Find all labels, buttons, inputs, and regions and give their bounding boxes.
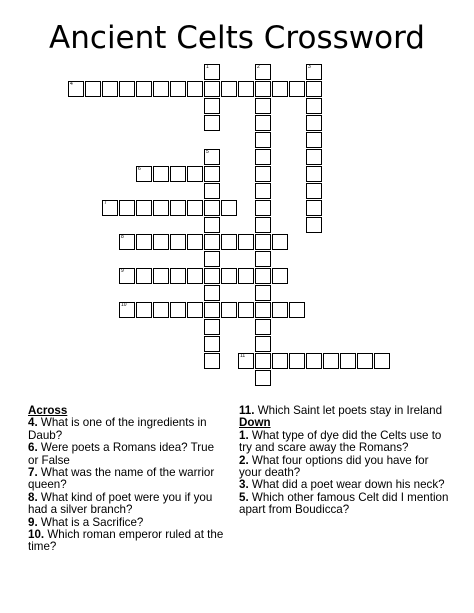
- clue-across-9: 9. What is a Sacrifice?: [28, 515, 144, 529]
- crossword-cell[interactable]: [204, 353, 220, 369]
- clue-number: 3: [308, 64, 311, 70]
- crossword-cell[interactable]: [153, 81, 169, 97]
- clue-number: 10: [121, 302, 127, 308]
- crossword-cell[interactable]: [119, 200, 135, 216]
- clue-across-10: 10. Which roman emperor ruled at the time?: [28, 528, 224, 554]
- crossword-cell[interactable]: [272, 353, 288, 369]
- crossword-cell[interactable]: [136, 302, 152, 318]
- crossword-cell[interactable]: [204, 115, 220, 131]
- crossword-cell[interactable]: [272, 81, 288, 97]
- clue-number: 1: [206, 64, 209, 70]
- crossword-cell[interactable]: [136, 268, 152, 284]
- clue-number: 8: [121, 234, 124, 240]
- crossword-cell[interactable]: [306, 132, 322, 148]
- clue-across-11: 11. Which Saint let poets stay in Ireland: [239, 404, 443, 417]
- crossword-cell[interactable]: [221, 200, 237, 216]
- crossword-cell[interactable]: [119, 268, 135, 284]
- down-heading: Down: [239, 416, 271, 430]
- crossword-cell[interactable]: [255, 132, 271, 148]
- crossword-cell[interactable]: [153, 166, 169, 182]
- crossword-cell[interactable]: [255, 353, 271, 369]
- crossword-cell[interactable]: [306, 98, 322, 114]
- clue-across-6: 6. Were poets a Romans idea? True or False: [28, 441, 215, 467]
- crossword-cell[interactable]: [306, 353, 322, 369]
- crossword-cell[interactable]: [238, 234, 254, 250]
- clue-number: 11: [240, 353, 246, 359]
- clue-down-5: 5. Which other famous Celt did I mention apart from Boudicca?: [239, 490, 449, 517]
- clue-number: 7: [104, 200, 107, 206]
- crossword-cell[interactable]: [187, 302, 203, 318]
- clue-across-8: 8. What kind of poet were you if you had a silver branch?: [28, 490, 213, 517]
- crossword-cell[interactable]: [238, 302, 254, 318]
- clue-number: 2: [257, 64, 260, 70]
- crossword-cell[interactable]: [272, 234, 288, 250]
- crossword-cell[interactable]: [204, 166, 220, 182]
- crossword-cell[interactable]: [153, 200, 169, 216]
- crossword-cell[interactable]: [204, 319, 220, 335]
- clues-right-column: [239, 405, 451, 517]
- across-heading: Across: [28, 404, 68, 417]
- crossword-cell[interactable]: [255, 149, 271, 165]
- crossword-cell[interactable]: [255, 183, 271, 199]
- crossword-cell[interactable]: [170, 166, 186, 182]
- crossword-cell[interactable]: [136, 81, 152, 97]
- crossword-cell[interactable]: [204, 217, 220, 233]
- crossword-cell[interactable]: [119, 302, 135, 318]
- crossword-cell[interactable]: [255, 251, 271, 267]
- crossword-cell[interactable]: [136, 166, 152, 182]
- crossword-cell[interactable]: [85, 81, 101, 97]
- crossword-cell[interactable]: [306, 200, 322, 216]
- crossword-cell[interactable]: [289, 353, 305, 369]
- crossword-cell[interactable]: [255, 336, 271, 352]
- crossword-cell[interactable]: [255, 234, 271, 250]
- crossword-cell[interactable]: [204, 149, 220, 165]
- clue-across-4: 4. What is one of the ingredients in Daub?: [28, 416, 207, 442]
- clue-number: 5: [206, 149, 209, 155]
- crossword-cell[interactable]: [204, 302, 220, 318]
- crossword-cell[interactable]: [272, 302, 288, 318]
- crossword-cell[interactable]: [306, 183, 322, 199]
- crossword-cell[interactable]: [255, 370, 271, 386]
- crossword-cell[interactable]: [221, 81, 237, 97]
- crossword-cell[interactable]: [238, 81, 254, 97]
- crossword-cell[interactable]: [204, 285, 220, 301]
- crossword-cell[interactable]: [255, 200, 271, 216]
- crossword-cell[interactable]: [204, 268, 220, 284]
- crossword-cell[interactable]: [204, 336, 220, 352]
- crossword-cell[interactable]: [170, 81, 186, 97]
- crossword-cell[interactable]: [255, 217, 271, 233]
- crossword-cell[interactable]: [306, 149, 322, 165]
- crossword-cell[interactable]: [221, 234, 237, 250]
- crossword-cell[interactable]: [204, 251, 220, 267]
- crossword-cell[interactable]: [204, 183, 220, 199]
- crossword-cell[interactable]: [136, 200, 152, 216]
- crossword-cell[interactable]: [323, 353, 339, 369]
- crossword-cell[interactable]: [221, 268, 237, 284]
- crossword-cell[interactable]: [272, 268, 288, 284]
- crossword-cell[interactable]: [306, 115, 322, 131]
- crossword-cell[interactable]: [204, 81, 220, 97]
- crossword-cell[interactable]: [187, 200, 203, 216]
- clue-across-7: 7. What was the name of the warrior queen?: [28, 466, 215, 492]
- clue-number: 9: [121, 268, 124, 274]
- crossword-cell[interactable]: [187, 81, 203, 97]
- clue-down-2: 2. What four options did you have for your death?: [239, 453, 429, 480]
- clue-number: 4: [70, 81, 73, 87]
- clue-down-3: 3. What did a poet wear down his neck?: [239, 478, 445, 492]
- crossword-cell[interactable]: [187, 234, 203, 250]
- crossword-cell[interactable]: [153, 302, 169, 318]
- crossword-cell[interactable]: [289, 302, 305, 318]
- crossword-cell[interactable]: [374, 353, 390, 369]
- crossword-cell[interactable]: [255, 64, 271, 80]
- crossword-cell[interactable]: [255, 81, 271, 97]
- crossword-cell[interactable]: [306, 64, 322, 80]
- crossword-cell[interactable]: [153, 268, 169, 284]
- crossword-cell[interactable]: [255, 268, 271, 284]
- crossword-cell[interactable]: [204, 98, 220, 114]
- crossword-cell[interactable]: [170, 268, 186, 284]
- clue-number: 6: [138, 166, 141, 172]
- crossword-cell[interactable]: [204, 234, 220, 250]
- crossword-cell[interactable]: [306, 166, 322, 182]
- crossword-cell[interactable]: [204, 64, 220, 80]
- crossword-cell[interactable]: [306, 81, 322, 97]
- crossword-cell[interactable]: [170, 234, 186, 250]
- crossword-cell[interactable]: [187, 268, 203, 284]
- crossword-cell[interactable]: [204, 200, 220, 216]
- crossword-cell[interactable]: [255, 302, 271, 318]
- crossword-cell[interactable]: [357, 353, 373, 369]
- page-title: Ancient Celts Crossword: [49, 20, 425, 56]
- crossword-cell[interactable]: [238, 353, 254, 369]
- crossword-cell[interactable]: [119, 81, 135, 97]
- clues-left-column: [28, 405, 226, 554]
- crossword-cell[interactable]: [136, 234, 152, 250]
- clue-down-1: 1. What type of dye did the Celts use to try and scare away the Romans?: [239, 428, 442, 455]
- crossword-cell[interactable]: [153, 234, 169, 250]
- crossword-cell[interactable]: [238, 268, 254, 284]
- crossword-cell[interactable]: [255, 98, 271, 114]
- crossword-cell[interactable]: [221, 302, 237, 318]
- crossword-cell[interactable]: [187, 166, 203, 182]
- crossword-cell[interactable]: [119, 234, 135, 250]
- crossword-cell[interactable]: [102, 81, 118, 97]
- crossword-cell[interactable]: [255, 319, 271, 335]
- crossword-cell[interactable]: [170, 200, 186, 216]
- crossword-cell[interactable]: [102, 200, 118, 216]
- crossword-cell[interactable]: [289, 81, 305, 97]
- crossword-cell[interactable]: [68, 81, 84, 97]
- crossword-cell[interactable]: [255, 115, 271, 131]
- crossword-cell[interactable]: [255, 166, 271, 182]
- crossword-cell[interactable]: [306, 217, 322, 233]
- crossword-cell[interactable]: [255, 285, 271, 301]
- crossword-cell[interactable]: [340, 353, 356, 369]
- crossword-cell[interactable]: [170, 302, 186, 318]
